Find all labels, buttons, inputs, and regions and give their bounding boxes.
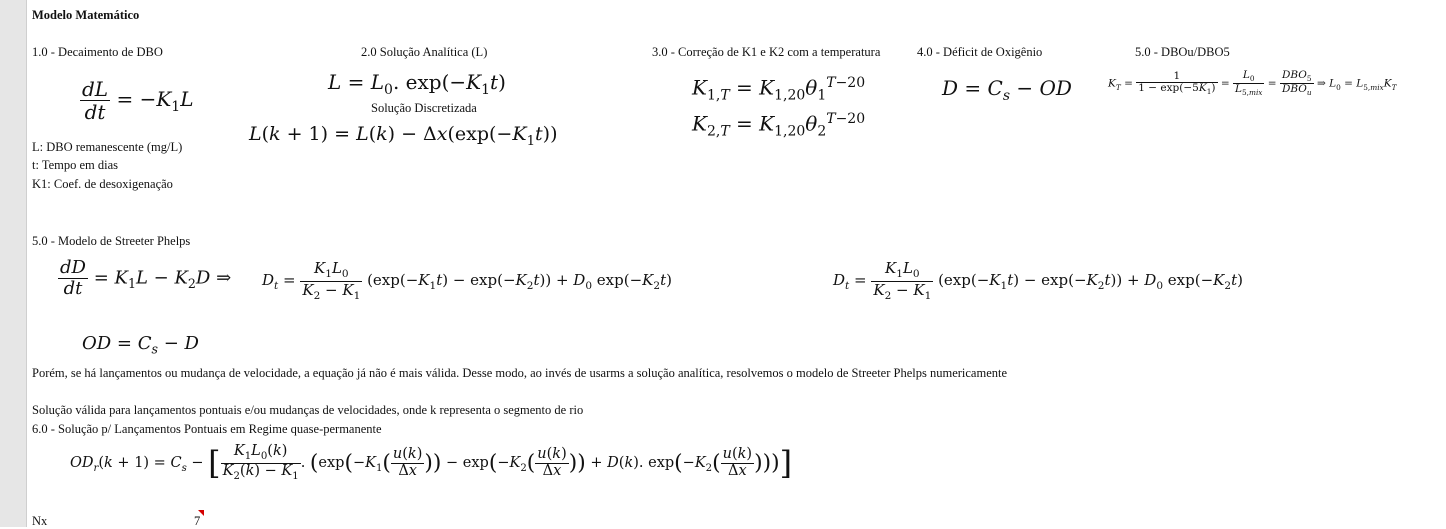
equation-bod-decay: $\frac{dL}{dt}$ = $-K_1L$ xyxy=(82,77,194,124)
equation-k2-temperature: $K_{2,T} = K_{1,20}\theta_2^{T-20}$ xyxy=(692,111,866,140)
paragraph-numerical-note: Porém, se há lançamentos ou mudança de velocidade, a equação já não é mais válida. Desse modo, ao invés de usarms a solução analítica, resolvemos o modelo de Streeter Phelps numericamente xyxy=(32,366,1008,380)
section-6-heading: 6.0 - Solução p/ Lançamentos Pontuais em Regime quase-permanente xyxy=(32,422,382,436)
equation-k1-temperature: $K_{1,T} = K_{1,20}\theta_1^{T-20}$ xyxy=(692,75,866,104)
paragraph-validity-note: Solução válida para lançamentos pontuais e/ou mudanças de velocidades, onde k representa o segmento de rio xyxy=(32,403,584,417)
equation-quasi-steady-solution: $OD_r(k + 1) = C_s$ − [ $\frac{K_1L_0(k)}{K_2(k) - K_1}$ . ($\exp(-K_1$( $\frac{u(k)}{\Delta x}$ )) − $\exp(-K_2$( $\frac{u(k)}{\Delta x}$ )) + D(k). $\exp(-K_2$( $\frac{u(k)}{\Delta x}$ )))] xyxy=(70,443,793,482)
equation-streeter-phelps-ode: $\frac{dD}{dt}$ = $K_1L - K_2D$ ⇒ xyxy=(60,257,232,299)
legend-t: t: Tempo em dias xyxy=(32,158,119,172)
discretized-solution-label: Solução Discretizada xyxy=(371,101,477,115)
row-header-gutter xyxy=(0,0,27,527)
section-5b-heading: 5.0 - Modelo de Streeter Phelps xyxy=(32,234,191,248)
section-2-heading: 2.0 Solução Analítica (L) xyxy=(361,45,488,59)
sheet-title: Modelo Matemático xyxy=(32,8,140,22)
equation-streeter-phelps-solution: $D_t$ = $\frac{K_1L_0}{K_2 - K_1}$ $(\exp(-K_1t) - \exp(-K_2t)) + D_0$ $\exp(-K_2t)$ xyxy=(262,259,672,302)
equation-analytical-solution: $L = L_0$. $\exp(-K_1t)$ xyxy=(328,70,506,98)
comment-indicator-icon[interactable] xyxy=(198,510,204,516)
equation-oxygen-deficit: $D = C_s$ − OD xyxy=(942,76,1072,104)
section-3-heading: 3.0 - Correção de K1 e K2 com a temperatura xyxy=(652,45,881,59)
section-4-heading: 4.0 - Déficit de Oxigênio xyxy=(917,45,1043,59)
legend-k1: K1: Coef. de desoxigenação xyxy=(32,177,173,191)
section-1-heading: 1.0 - Decaimento de DBO xyxy=(32,45,163,59)
equation-discretized-solution: $L(k + 1) = L(k) - \Delta x(\exp(-K_1t))$ xyxy=(249,123,558,149)
nx-label-cell[interactable]: Nx xyxy=(32,514,48,528)
nx-value-cell[interactable]: 7 xyxy=(194,514,201,528)
legend-l: L: DBO remanescente (mg/L) xyxy=(32,140,183,154)
equation-dissolved-oxygen: OD = $C_s - D$ xyxy=(82,333,199,357)
equation-dbou-dbo5: $K_T$ = $\frac{1}{1 - \exp(-5K_1)}$ = $\frac{L_0}{L_{5,mix}}$ = $\frac{DBO_5}{DBO_u}$ ⇒ $L_0 = L_{5,mix}K_T$ xyxy=(1108,69,1397,98)
equation-streeter-phelps-solution-copy: $D_t$ = $\frac{K_1L_0}{K_2 - K_1}$ $(\exp(-K_1t) - \exp(-K_2t)) + D_0$ $\exp(-K_2t)$ xyxy=(833,259,1243,302)
section-5a-heading: 5.0 - DBOu/DBO5 xyxy=(1135,45,1230,59)
